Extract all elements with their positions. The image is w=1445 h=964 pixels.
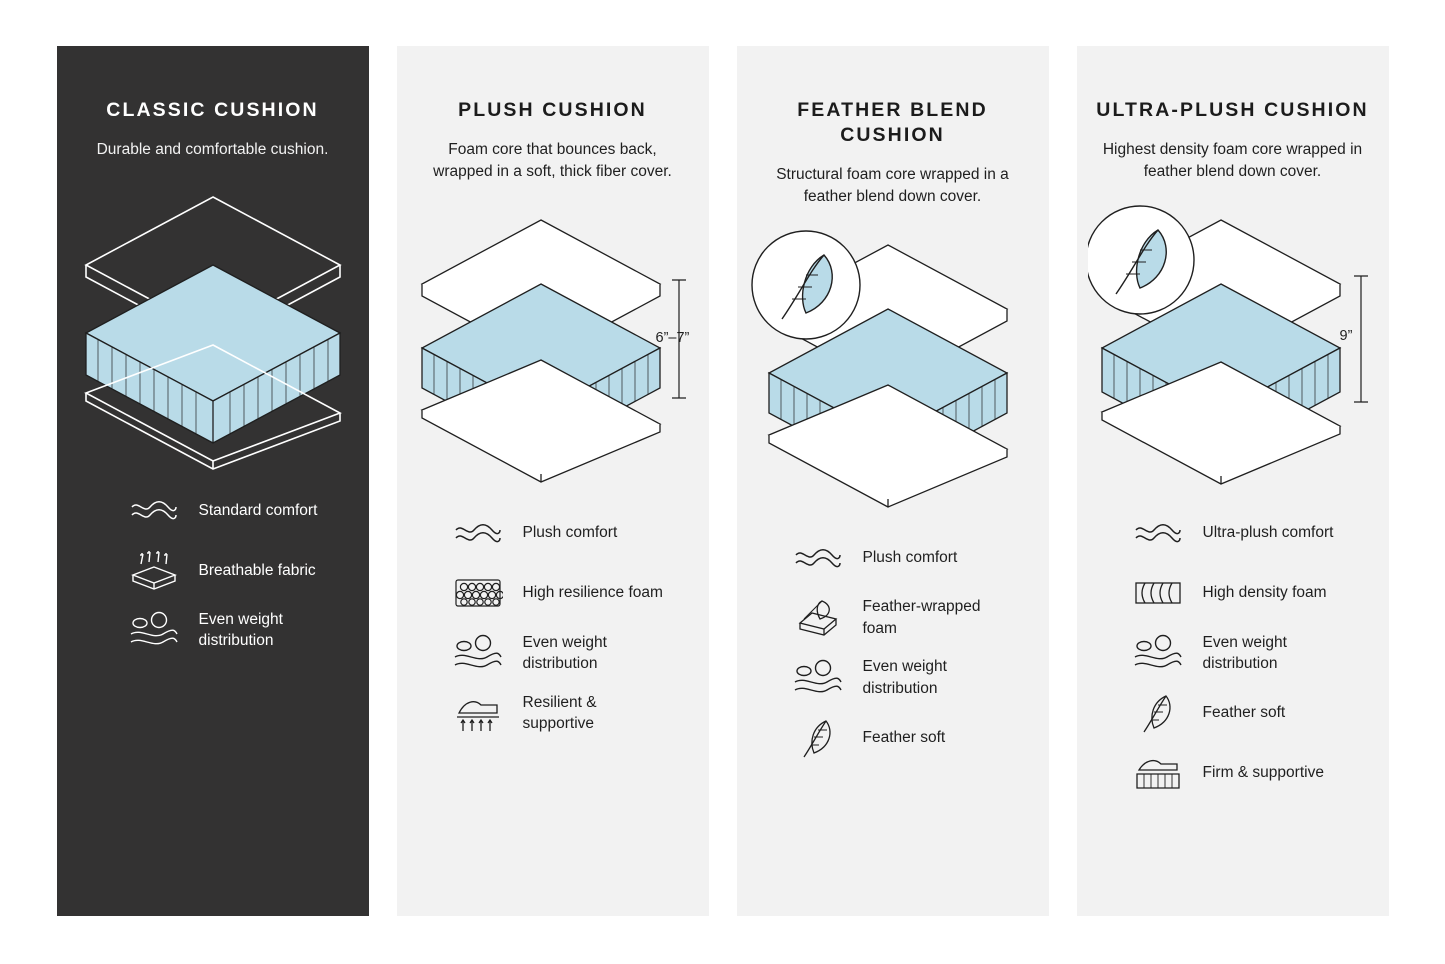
cushion-exploded-illustration xyxy=(748,227,1038,527)
feature-label: Feather-wrapped foam xyxy=(862,598,981,637)
feature-label: Firm & supportive xyxy=(1202,764,1324,782)
feather-wrapped-foam-icon xyxy=(791,597,845,639)
feature-item xyxy=(451,626,667,680)
feature-list xyxy=(1095,506,1371,800)
feature-item xyxy=(791,711,1007,765)
feather-icon xyxy=(791,717,845,759)
feature-list xyxy=(755,531,1031,765)
card-feather-blend-cushion xyxy=(737,46,1049,916)
feature-item xyxy=(451,566,667,620)
card-title: CLASSIC CUSHION xyxy=(106,99,319,121)
cushion-exploded-illustration xyxy=(1088,202,1378,502)
weight-distribution-icon xyxy=(1131,632,1185,674)
cushion-exploded-illustration xyxy=(408,202,698,502)
card-description: Durable and comfortable cushion. xyxy=(96,140,329,158)
feature-item xyxy=(451,686,667,740)
feature-item xyxy=(127,543,327,597)
card-title: FEATHER BLEND CUSHION xyxy=(797,99,988,146)
dimension-label: 6”–7” xyxy=(655,329,690,346)
card-title: ULTRA-PLUSH CUSHION xyxy=(1096,99,1369,121)
card-title: PLUSH CUSHION xyxy=(458,99,647,121)
feature-item xyxy=(1131,626,1347,680)
firm-support-icon xyxy=(1131,752,1185,794)
card-ultra-plush-cushion xyxy=(1077,46,1389,916)
dimension-label: 9” xyxy=(1339,327,1353,344)
feather-badge-icon xyxy=(1088,206,1194,314)
card-classic-cushion xyxy=(57,46,369,916)
feature-item xyxy=(791,531,1007,585)
feature-item xyxy=(127,603,327,657)
resilient-support-icon xyxy=(451,692,505,734)
feature-item xyxy=(791,591,1007,645)
feature-label: Feather soft xyxy=(862,729,946,747)
feature-item xyxy=(451,506,667,560)
feature-label: High resilience foam xyxy=(522,584,663,602)
breathable-fabric-icon xyxy=(127,549,181,591)
feather-icon xyxy=(1131,692,1185,734)
feather-badge-icon xyxy=(752,231,860,339)
card-description: Structural foam core wrapped in a feather blend down cover. xyxy=(776,165,1009,206)
feature-item xyxy=(1131,746,1347,800)
feature-label: High density foam xyxy=(1202,584,1327,602)
weight-distribution-icon xyxy=(127,609,181,651)
feature-label: Breathable fabric xyxy=(198,561,316,579)
feature-label: Even weight distribution xyxy=(198,611,283,650)
feature-item xyxy=(127,483,327,537)
wave-icon xyxy=(1131,512,1185,554)
feature-label: Even weight distribution xyxy=(862,658,947,697)
wave-icon xyxy=(127,489,181,531)
card-description: Highest density foam core wrapped in feather blend down cover. xyxy=(1102,140,1363,181)
feature-item xyxy=(1131,566,1347,620)
foam-core-layer xyxy=(86,265,340,443)
density-foam-icon xyxy=(1131,572,1185,614)
honeycomb-foam-icon xyxy=(451,572,505,614)
feature-item xyxy=(1131,686,1347,740)
weight-distribution-icon xyxy=(791,657,845,699)
feature-label: Standard comfort xyxy=(198,501,318,519)
dimension-indicator xyxy=(1354,276,1368,402)
wave-icon xyxy=(791,537,845,579)
feature-label: Ultra-plush comfort xyxy=(1202,524,1334,542)
wave-icon xyxy=(451,512,505,554)
feature-label: Plush comfort xyxy=(862,549,958,567)
feature-label: Even weight distribution xyxy=(1202,633,1287,672)
feature-label: Feather soft xyxy=(1202,704,1286,722)
card-plush-cushion xyxy=(397,46,709,916)
feature-label: Even weight distribution xyxy=(522,633,607,672)
feature-list xyxy=(415,506,691,740)
feature-label: Resilient & supportive xyxy=(522,693,597,732)
card-description: Foam core that bounces back, wrapped in a soft, thick fiber cover. xyxy=(433,140,672,181)
weight-distribution-icon xyxy=(451,632,505,674)
feature-item xyxy=(1131,506,1347,560)
feature-label: Plush comfort xyxy=(522,524,618,542)
cushion-exploded-illustration xyxy=(68,179,358,479)
feature-list xyxy=(75,483,351,657)
feature-item xyxy=(791,651,1007,705)
